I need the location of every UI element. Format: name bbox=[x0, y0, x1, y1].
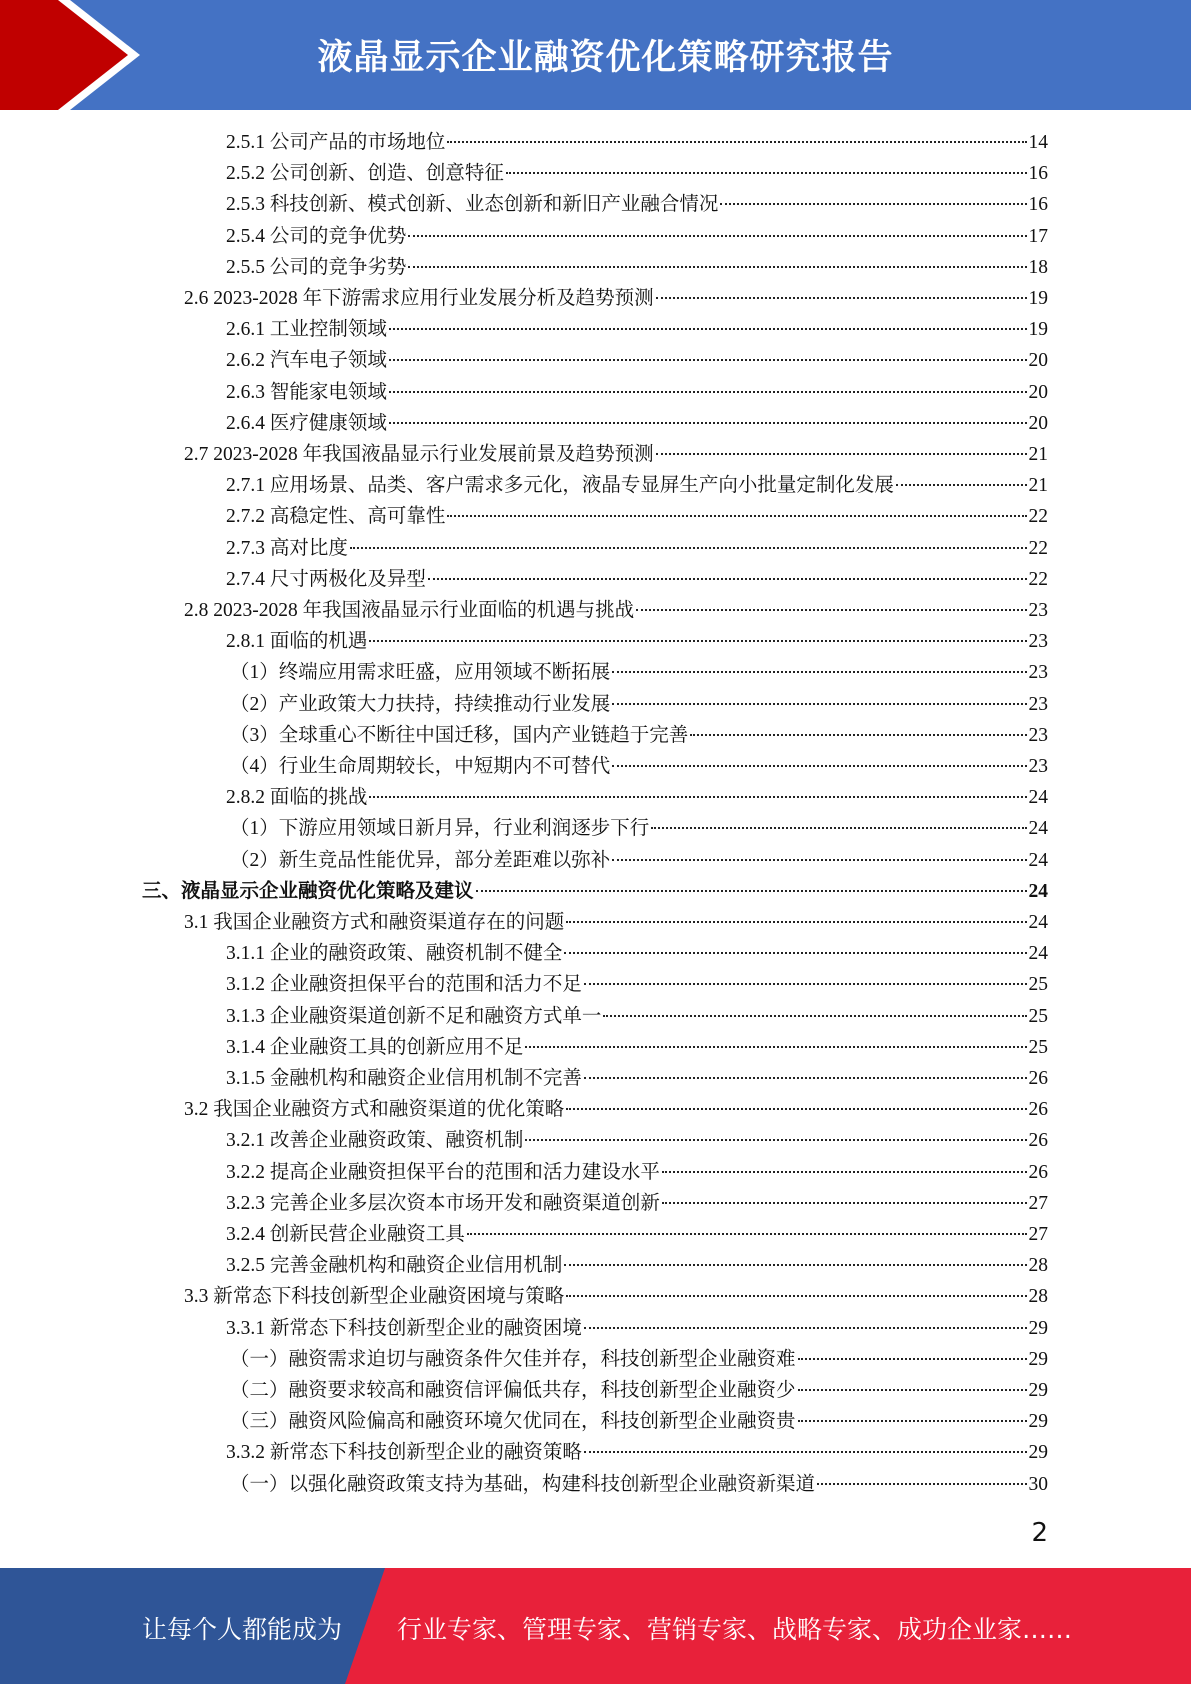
toc-page-number: 23 bbox=[1028, 662, 1048, 684]
toc-entry[interactable] bbox=[226, 626, 1048, 657]
toc-dot-leader bbox=[566, 921, 1026, 923]
toc-dot-leader bbox=[612, 671, 1026, 673]
toc-entry-title: 2.5.2 公司创新、创造、创意特征 bbox=[226, 163, 504, 185]
toc-page-number: 23 bbox=[1028, 756, 1048, 777]
toc-dot-leader bbox=[447, 141, 1026, 143]
toc-entry[interactable] bbox=[184, 283, 1048, 314]
toc-entry-title: 2.6.4 医疗健康领域 bbox=[226, 412, 387, 434]
toc-page-number: 29 bbox=[1028, 1348, 1048, 1370]
toc-entry-title: （3）全球重心不断往中国迁移，国内产业链趋于完善 bbox=[230, 724, 689, 746]
toc-entry-title: 三、液晶显示企业融资优化策略及建议 bbox=[142, 880, 474, 902]
toc-entry-title: 2.7 2023-2028 年我国液晶显示行业发展前景及趋势预测 bbox=[184, 444, 654, 465]
toc-entry-title: （4）行业生命周期较长，中短期内不可替代 bbox=[230, 756, 611, 777]
toc-dot-leader bbox=[651, 827, 1026, 829]
toc-dot-leader bbox=[408, 266, 1026, 268]
toc-page-number: 28 bbox=[1028, 1255, 1048, 1277]
toc-entry-title: 2.5.3 科技创新、模式创新、业态创新和新旧产业融合情况 bbox=[226, 194, 719, 216]
toc-entry[interactable] bbox=[226, 1063, 1048, 1094]
toc-entry-title: 3.1.1 企业的融资政策、融资机制不健全 bbox=[226, 943, 563, 965]
toc-dot-leader bbox=[662, 1202, 1027, 1204]
toc-entry-title: （一）融资需求迫切与融资条件欠佳并存，科技创新型企业融资难 bbox=[230, 1348, 796, 1370]
toc-page-number: 25 bbox=[1028, 974, 1048, 996]
toc-entry-title: （1）终端应用需求旺盛，应用领域不断拓展 bbox=[230, 662, 611, 684]
toc-page-number: 26 bbox=[1028, 1161, 1048, 1183]
toc-entry-title: （二）融资要求较高和融资信评偏低共存，科技创新型企业融资少 bbox=[230, 1380, 796, 1401]
toc-page-number: 23 bbox=[1028, 631, 1048, 653]
toc-page-number: 22 bbox=[1028, 506, 1048, 528]
toc-entry[interactable] bbox=[226, 1032, 1048, 1063]
toc-entry-title: 3.2.1 改善企业融资政策、融资机制 bbox=[226, 1130, 524, 1152]
toc-page-number: 26 bbox=[1028, 1130, 1048, 1152]
toc-entry[interactable] bbox=[226, 1437, 1048, 1468]
toc-entry[interactable] bbox=[226, 938, 1048, 969]
toc-page-number: 25 bbox=[1028, 1036, 1048, 1058]
page-number: 2 bbox=[1031, 1518, 1048, 1548]
toc-dot-leader bbox=[389, 422, 1027, 424]
toc-page-number: 24 bbox=[1028, 818, 1048, 840]
toc-dot-leader bbox=[389, 328, 1027, 330]
toc-entry[interactable] bbox=[226, 501, 1048, 532]
toc-entry[interactable] bbox=[226, 314, 1048, 345]
toc-entry-title: 2.8 2023-2028 年我国液晶显示行业面临的机遇与挑战 bbox=[184, 600, 635, 621]
footer-slogan-right: 行业专家、管理专家、营销专家、战略专家、成功企业家…… bbox=[397, 1615, 1073, 1644]
toc-dot-leader bbox=[584, 1327, 1027, 1329]
toc-entry[interactable] bbox=[230, 689, 1048, 720]
toc-entry[interactable] bbox=[230, 1469, 1048, 1500]
toc-page-number: 23 bbox=[1028, 724, 1048, 746]
toc-dot-leader bbox=[720, 203, 1026, 205]
toc-page-number: 26 bbox=[1028, 1099, 1048, 1121]
toc-dot-leader bbox=[564, 952, 1026, 954]
toc-entry-title: 3.2.5 完善金融机构和融资企业信用机制 bbox=[226, 1255, 563, 1277]
toc-entry-title: 3.3.2 新常态下科技创新型企业的融资策略 bbox=[226, 1442, 582, 1464]
toc-entry[interactable] bbox=[226, 189, 1048, 220]
toc-dot-leader bbox=[612, 859, 1026, 861]
toc-entry[interactable] bbox=[230, 1406, 1048, 1437]
toc-entry[interactable] bbox=[230, 845, 1048, 876]
toc-dot-leader bbox=[798, 1420, 1027, 1422]
toc-page-number: 20 bbox=[1028, 412, 1048, 434]
toc-dot-leader bbox=[408, 235, 1026, 237]
toc-entry-title: 3.1.4 企业融资工具的创新应用不足 bbox=[226, 1036, 524, 1058]
toc-page-number: 23 bbox=[1028, 693, 1048, 715]
toc-entry[interactable] bbox=[226, 1219, 1048, 1250]
toc-dot-leader bbox=[798, 1358, 1027, 1360]
toc-dot-leader bbox=[798, 1389, 1027, 1391]
toc-entry[interactable] bbox=[230, 1375, 1048, 1406]
toc-entry-title: （三）融资风险偏高和融资环境欠优同在，科技创新型企业融资贵 bbox=[230, 1411, 796, 1433]
toc-page-number: 24 bbox=[1028, 943, 1048, 965]
toc-entry[interactable] bbox=[226, 1313, 1048, 1344]
toc-entry-title: 3.1.5 金融机构和融资企业信用机制不完善 bbox=[226, 1068, 582, 1089]
toc-entry-title: 2.5.5 公司的竞争劣势 bbox=[226, 256, 407, 278]
toc-page-number: 19 bbox=[1028, 319, 1048, 341]
toc-dot-leader bbox=[612, 765, 1026, 767]
toc-dot-leader bbox=[467, 1233, 1027, 1235]
toc-entry-title: 3.1 我国企业融资方式和融资渠道存在的问题 bbox=[184, 912, 565, 933]
toc-dot-leader bbox=[428, 578, 1027, 580]
toc-dot-leader bbox=[612, 703, 1026, 705]
toc-dot-leader bbox=[389, 359, 1027, 361]
toc-entry-title: 3.2.2 提高企业融资担保平台的范围和活力建设水平 bbox=[226, 1161, 660, 1183]
toc-entry[interactable] bbox=[230, 1344, 1048, 1375]
toc-entry[interactable] bbox=[226, 1125, 1048, 1156]
toc-page-number: 24 bbox=[1028, 849, 1048, 871]
toc-page-number: 21 bbox=[1028, 475, 1048, 497]
toc-dot-leader bbox=[369, 640, 1026, 642]
toc-dot-leader bbox=[369, 796, 1026, 798]
toc-entry[interactable] bbox=[226, 1250, 1048, 1281]
toc-dot-leader bbox=[636, 609, 1026, 611]
toc-entry-title: 2.6.2 汽车电子领域 bbox=[226, 350, 387, 372]
toc-page-number: 29 bbox=[1028, 1317, 1048, 1339]
toc-entry[interactable] bbox=[226, 969, 1048, 1000]
toc-page-number: 29 bbox=[1028, 1411, 1048, 1433]
toc-entry-title: 3.3 新常态下科技创新型企业融资困境与策略 bbox=[184, 1286, 565, 1308]
toc-dot-leader bbox=[525, 1046, 1026, 1048]
toc-entry[interactable] bbox=[226, 1001, 1048, 1032]
toc-dot-leader bbox=[896, 484, 1027, 486]
toc-entry[interactable] bbox=[226, 127, 1048, 158]
toc-entry[interactable] bbox=[184, 1094, 1048, 1125]
toc-entry[interactable] bbox=[226, 408, 1048, 439]
toc-entry[interactable] bbox=[226, 252, 1048, 283]
toc-dot-leader bbox=[564, 1264, 1026, 1266]
toc-page-number: 22 bbox=[1028, 537, 1048, 559]
footer-slogan-left: 让每个人都能成为 bbox=[142, 1615, 343, 1644]
toc-page-number: 27 bbox=[1028, 1192, 1048, 1214]
toc-entry[interactable] bbox=[184, 439, 1048, 470]
toc-page-number: 20 bbox=[1028, 381, 1048, 403]
toc-entry-title: 2.7.3 高对比度 bbox=[226, 537, 348, 559]
toc-entry[interactable] bbox=[226, 782, 1048, 813]
toc-page-number: 26 bbox=[1028, 1068, 1048, 1089]
toc-page-number: 30 bbox=[1028, 1473, 1048, 1495]
toc-page-number: 28 bbox=[1028, 1286, 1048, 1308]
toc-entry[interactable] bbox=[230, 751, 1048, 782]
toc-entry[interactable] bbox=[184, 907, 1048, 938]
toc-entry-title: 2.7.4 尺寸两极化及异型 bbox=[226, 568, 426, 590]
toc-entry-title: 2.7.1 应用场景、品类、客户需求多元化，液晶专显屏生产向小批量定制化发展 bbox=[226, 475, 894, 497]
toc-entry-title: 3.2 我国企业融资方式和融资渠道的优化策略 bbox=[184, 1099, 565, 1121]
toc-entry-title: 2.8.2 面临的挑战 bbox=[226, 787, 368, 809]
toc-page-number: 18 bbox=[1028, 256, 1048, 278]
toc-page-number: 27 bbox=[1028, 1224, 1048, 1245]
toc-dot-leader bbox=[389, 391, 1027, 393]
toc-entry[interactable] bbox=[226, 345, 1048, 376]
toc-dot-leader bbox=[350, 547, 1027, 549]
toc-page-number: 25 bbox=[1028, 1005, 1048, 1027]
toc-page-number: 20 bbox=[1028, 350, 1048, 372]
toc-page-number: 16 bbox=[1028, 194, 1048, 216]
toc-dot-leader bbox=[447, 515, 1026, 517]
toc-entry[interactable] bbox=[226, 1188, 1048, 1219]
toc-page-number: 24 bbox=[1028, 912, 1048, 933]
page-header bbox=[0, 0, 1191, 110]
toc-entry-title: （2）产业政策大力扶持，持续推动行业发展 bbox=[230, 693, 611, 715]
toc-dot-leader bbox=[817, 1483, 1026, 1485]
toc-dot-leader bbox=[506, 172, 1027, 174]
toc-page-number: 17 bbox=[1028, 225, 1048, 247]
page-footer bbox=[0, 1568, 1191, 1684]
toc-page-number: 23 bbox=[1028, 600, 1048, 621]
toc-entry[interactable] bbox=[226, 533, 1048, 564]
toc-entry[interactable] bbox=[230, 813, 1048, 844]
toc-entry-title: 3.2.3 完善企业多层次资本市场开发和融资渠道创新 bbox=[226, 1192, 660, 1214]
toc-dot-leader bbox=[603, 1015, 1026, 1017]
toc-dot-leader bbox=[584, 1077, 1027, 1079]
toc-entry-title: 2.7.2 高稳定性、高可靠性 bbox=[226, 506, 446, 528]
toc-dot-leader bbox=[476, 890, 1027, 892]
report-title: 液晶显示企业融资优化策略研究报告 bbox=[317, 38, 894, 78]
toc-entry-title: 3.2.4 创新民营企业融资工具 bbox=[226, 1224, 465, 1245]
toc-entry-title: （1）下游应用领域日新月异，行业利润逐步下行 bbox=[230, 818, 650, 840]
toc-entry[interactable] bbox=[226, 470, 1048, 501]
toc-dot-leader bbox=[566, 1108, 1026, 1110]
toc-page-number: 22 bbox=[1028, 568, 1048, 590]
toc-dot-leader bbox=[525, 1139, 1026, 1141]
toc-entry[interactable] bbox=[226, 1157, 1048, 1188]
toc-entry[interactable] bbox=[230, 720, 1048, 751]
toc-entry-title: 3.3.1 新常态下科技创新型企业的融资困境 bbox=[226, 1317, 582, 1339]
toc-entry[interactable] bbox=[226, 221, 1048, 252]
toc-page-number: 14 bbox=[1028, 132, 1048, 153]
toc-entry[interactable] bbox=[226, 158, 1048, 189]
toc-dot-leader bbox=[690, 734, 1026, 736]
toc-page-number: 21 bbox=[1028, 444, 1048, 465]
toc-entry-title: 2.5.1 公司产品的市场地位 bbox=[226, 132, 446, 153]
toc-page-number: 24 bbox=[1028, 880, 1048, 902]
toc-entry-title: 2.6.3 智能家电领域 bbox=[226, 381, 387, 403]
toc-page-number: 19 bbox=[1028, 288, 1048, 309]
toc-entry[interactable] bbox=[226, 377, 1048, 408]
toc-entry-title: 3.1.3 企业融资渠道创新不足和融资方式单一 bbox=[226, 1005, 602, 1027]
toc-entry-title: （2）新生竞品性能优异，部分差距难以弥补 bbox=[230, 849, 611, 871]
toc-page-number: 16 bbox=[1028, 163, 1048, 185]
toc-entry[interactable] bbox=[226, 564, 1048, 595]
toc-page-number: 24 bbox=[1028, 787, 1048, 809]
toc-dot-leader bbox=[662, 1171, 1027, 1173]
toc-dot-leader bbox=[584, 1451, 1027, 1453]
toc-page-number: 29 bbox=[1028, 1380, 1048, 1401]
toc-entry-title: （一）以强化融资政策支持为基础，构建科技创新型企业融资新渠道 bbox=[230, 1473, 816, 1495]
toc-dot-leader bbox=[656, 297, 1027, 299]
toc-dot-leader bbox=[656, 453, 1027, 455]
toc-entry-title: 2.8.1 面临的机遇 bbox=[226, 631, 368, 653]
toc-entry[interactable] bbox=[142, 876, 1048, 907]
toc-entry[interactable] bbox=[230, 657, 1048, 688]
toc-page-number: 29 bbox=[1028, 1442, 1048, 1464]
toc-entry-title: 2.6 2023-2028 年下游需求应用行业发展分析及趋势预测 bbox=[184, 288, 654, 309]
toc-dot-leader bbox=[566, 1295, 1026, 1297]
toc-dot-leader bbox=[584, 983, 1027, 985]
toc-entry-title: 2.6.1 工业控制领域 bbox=[226, 319, 387, 341]
toc-entry-title: 2.5.4 公司的竞争优势 bbox=[226, 225, 407, 247]
toc-entry[interactable] bbox=[184, 1281, 1048, 1312]
toc-entry[interactable] bbox=[184, 595, 1048, 626]
toc-entry-title: 3.1.2 企业融资担保平台的范围和活力不足 bbox=[226, 974, 582, 996]
